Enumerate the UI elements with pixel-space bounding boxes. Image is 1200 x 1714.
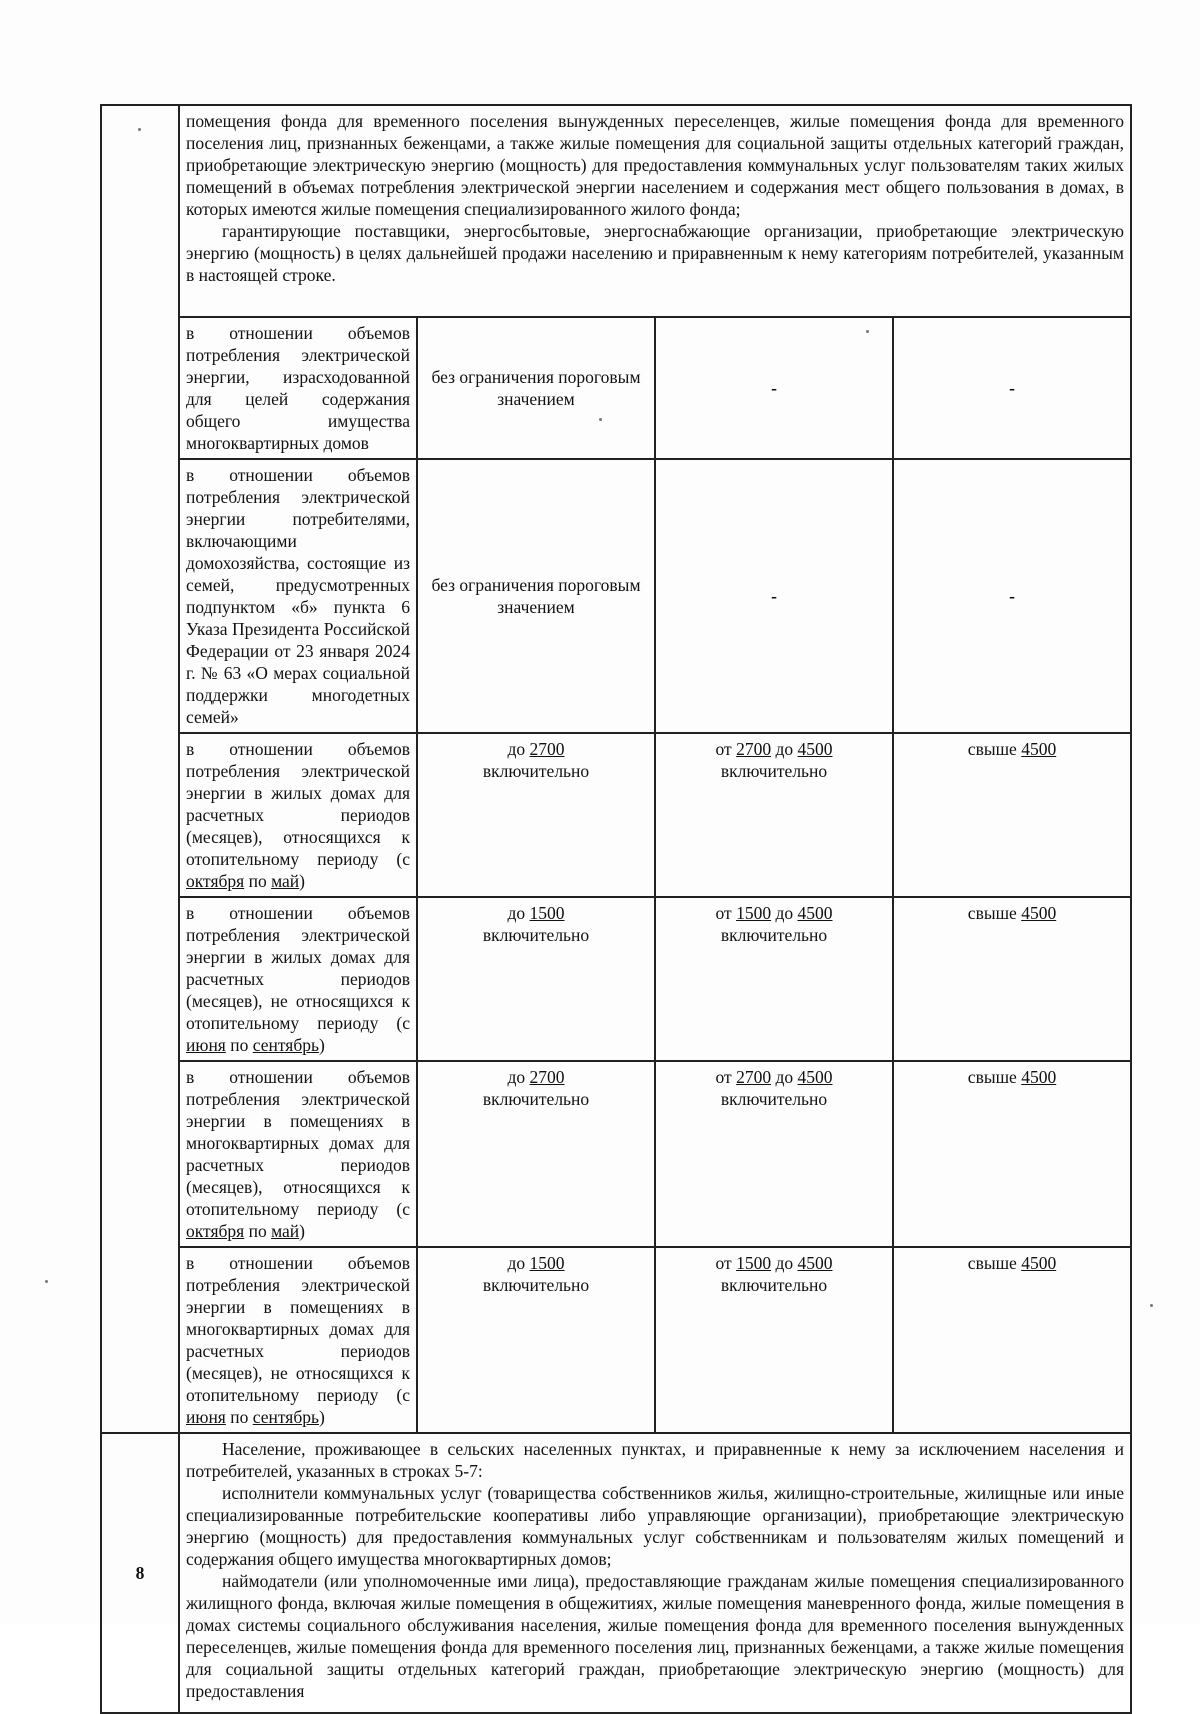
threshold-cell [655, 1061, 893, 1247]
threshold-cell [655, 317, 893, 459]
threshold-value: 4500 [797, 1253, 833, 1273]
threshold-prefix: свыше [967, 739, 1022, 759]
threshold-prefix: свыше [967, 1067, 1022, 1087]
month-end: май [271, 871, 300, 891]
row-8-text-cell [179, 1433, 1131, 1713]
threshold-prefix: свыше [967, 903, 1022, 923]
threshold-cell [893, 1061, 1131, 1247]
threshold-suffix: включительно [720, 1275, 828, 1295]
threshold-cell [893, 897, 1131, 1061]
threshold-cell [417, 317, 655, 459]
dash-value: - [1009, 378, 1015, 398]
dash-value: - [771, 586, 777, 606]
threshold-value: 4500 [1021, 1067, 1057, 1087]
description-text: по [244, 1221, 272, 1241]
month-end: сентябрь [252, 1035, 319, 1055]
threshold-value: 2700 [736, 1067, 772, 1087]
threshold-cell [417, 897, 655, 1061]
month-start: октября [186, 871, 245, 891]
table-row [101, 317, 1131, 459]
threshold-cell [417, 459, 655, 733]
table-row [101, 1061, 1131, 1247]
threshold-text: без ограничения пороговым значением [431, 575, 641, 617]
table-row [101, 105, 1131, 317]
row-number-cell [101, 105, 179, 1433]
threshold-cell [893, 1247, 1131, 1433]
scan-speck [45, 1280, 48, 1283]
threshold-value: 2700 [529, 1067, 565, 1087]
threshold-cell [893, 733, 1131, 897]
threshold-prefix: до [507, 1067, 530, 1087]
threshold-value: 1500 [736, 1253, 772, 1273]
threshold-cell [417, 1247, 655, 1433]
description-text: ) [299, 1221, 305, 1241]
description-cell [179, 1061, 417, 1247]
description-cell [179, 733, 417, 897]
threshold-suffix: включительно [482, 1275, 590, 1295]
threshold-prefix: до [507, 739, 530, 759]
threshold-value: 4500 [1021, 739, 1057, 759]
threshold-suffix: включительно [720, 925, 828, 945]
threshold-text: без ограничения пороговым значением [431, 367, 641, 409]
threshold-mid: до [771, 1067, 798, 1087]
description-text: по [244, 871, 272, 891]
table-row [101, 1433, 1131, 1713]
threshold-value: 1500 [529, 903, 565, 923]
description-text: в отношении объемов потребления электрической энергии в жилых домах для расчетных периодов (месяцев), не относящихся к отопительному периоду (с [186, 903, 410, 1033]
threshold-prefix: от [715, 1067, 737, 1087]
month-start: июня [186, 1407, 226, 1427]
threshold-prefix: от [715, 739, 737, 759]
description-text: ) [299, 871, 305, 891]
description-cell: в отношении объемов потребления электрической энергии потребителями, включающими домохозяйства, состоящие из семей, предусмотренных подпунктом «б» пункта 6 Указа Президента Российской Федерации от 23 января 2024 г. № 63 «О мерах социальной поддержки многодетных семей» [179, 459, 417, 733]
description-text: ) [318, 1035, 325, 1055]
description-cell [179, 897, 417, 1061]
row-number-cell [101, 1433, 179, 1713]
description-text: по [225, 1035, 253, 1055]
threshold-suffix: включительно [482, 761, 590, 781]
threshold-cell [655, 897, 893, 1061]
threshold-cell [655, 1247, 893, 1433]
dash-value: - [1009, 586, 1015, 606]
month-start: июня [186, 1035, 226, 1055]
threshold-cell [655, 733, 893, 897]
month-end: май [271, 1221, 300, 1241]
threshold-value: 4500 [797, 739, 833, 759]
row-number: 8 [135, 1563, 145, 1583]
threshold-prefix: до [507, 1253, 530, 1273]
paragraph: гарантирующие поставщики, энергосбытовые, энергоснабжающие организации, приобретающие электрическую энергию (мощность) в целях дальнейшей продажи населению и приравненным к нему категориям потребителей, указанным в настоящей строке. [186, 221, 1124, 285]
table-row [101, 733, 1131, 897]
paragraph: Население, проживающее в сельских населенных пунктах, и приравненные к нему за исключением населения и потребителей, указанных в строках 5-7: [186, 1439, 1124, 1481]
top-text-cell [179, 105, 1131, 317]
scan-speck [1150, 1304, 1153, 1307]
threshold-value: 4500 [1021, 903, 1057, 923]
month-start: октября [186, 1221, 245, 1241]
dash-value: - [771, 378, 777, 398]
description-text: в отношении объемов потребления электрической энергии в помещениях в многоквартирных домах для расчетных периодов (месяцев), не относящихся к отопительному периоду (с [186, 1253, 410, 1405]
threshold-value: 4500 [797, 903, 833, 923]
threshold-mid: до [771, 903, 798, 923]
threshold-prefix: от [715, 903, 737, 923]
threshold-value: 1500 [736, 903, 772, 923]
description-text: в отношении объемов потребления электрической энергии в помещениях в многоквартирных домах для расчетных периодов (месяцев), относящихся к отопительному периоду (с [186, 1067, 410, 1219]
table-row [101, 897, 1131, 1061]
threshold-value: 4500 [797, 1067, 833, 1087]
threshold-prefix: до [507, 903, 530, 923]
description-text: по [225, 1407, 253, 1427]
threshold-value: 2700 [529, 739, 565, 759]
threshold-suffix: включительно [720, 761, 828, 781]
description-text: ) [318, 1407, 325, 1427]
description-cell: в отношении объемов потребления электрической энергии, израсходованной для целей содержания общего имущества многоквартирных домов [179, 317, 417, 459]
paragraph: помещения фонда для временного поселения вынужденных переселенцев, жилые помещения фонда для временного поселения лиц, признанных беженцами, а также жилые помещения для социальной защиты отдельных категорий граждан, приобретающие электрическую энергию (мощность) для предоставления коммунальных услуг пользователям таких жилых помещений в объемах потребления электрической энергии населением и содержания мест общего пользования в домах, в которых имеются жилые помещения специализированного жилого фонда; [186, 111, 1124, 219]
threshold-mid: до [771, 739, 798, 759]
threshold-suffix: включительно [482, 1089, 590, 1109]
threshold-prefix: свыше [967, 1253, 1022, 1273]
threshold-prefix: от [715, 1253, 737, 1273]
threshold-suffix: включительно [720, 1089, 828, 1109]
threshold-cell [893, 459, 1131, 733]
paragraph: исполнители коммунальных услуг (товарищества собственников жилья, жилищно-строительные, жилищные или иные специализированные потребительские кооперативы либо управляющие организации), приобретающие электрическую энергию (мощность) для предоставления коммунальных услуг собственникам и пользователям жилых помещений и содержания общего имущества многоквартирных домов; [186, 1483, 1124, 1569]
threshold-cell [417, 1061, 655, 1247]
description-cell [179, 1247, 417, 1433]
description-text: в отношении объемов потребления электрической энергии в жилых домах для расчетных периодов (месяцев), относящихся к отопительному периоду (с [186, 739, 410, 869]
threshold-cell [417, 733, 655, 897]
tariff-table [100, 104, 1132, 1714]
table-row [101, 1247, 1131, 1433]
threshold-cell [655, 459, 893, 733]
threshold-value: 4500 [1021, 1253, 1057, 1273]
table-row [101, 459, 1131, 733]
threshold-mid: до [771, 1253, 798, 1273]
threshold-cell [893, 317, 1131, 459]
paragraph: наймодатели (или уполномоченные ими лица), предоставляющие гражданам жилые помещения специализированного жилищного фонда, включая жилые помещения в общежитиях, жилые помещения маневренного фонда, жилые помещения в домах системы социального обслуживания населения, жилые помещения фонда для временного поселения вынужденных переселенцев, жилые помещения фонда для временного поселения лиц, признанных беженцами, а также жилые помещения для социальной защиты отдельных категорий граждан, приобретающие электрическую энергию (мощность) для предоставления [186, 1571, 1124, 1701]
threshold-value: 1500 [529, 1253, 565, 1273]
threshold-suffix: включительно [482, 925, 590, 945]
month-end: сентябрь [252, 1407, 319, 1427]
threshold-value: 2700 [736, 739, 772, 759]
